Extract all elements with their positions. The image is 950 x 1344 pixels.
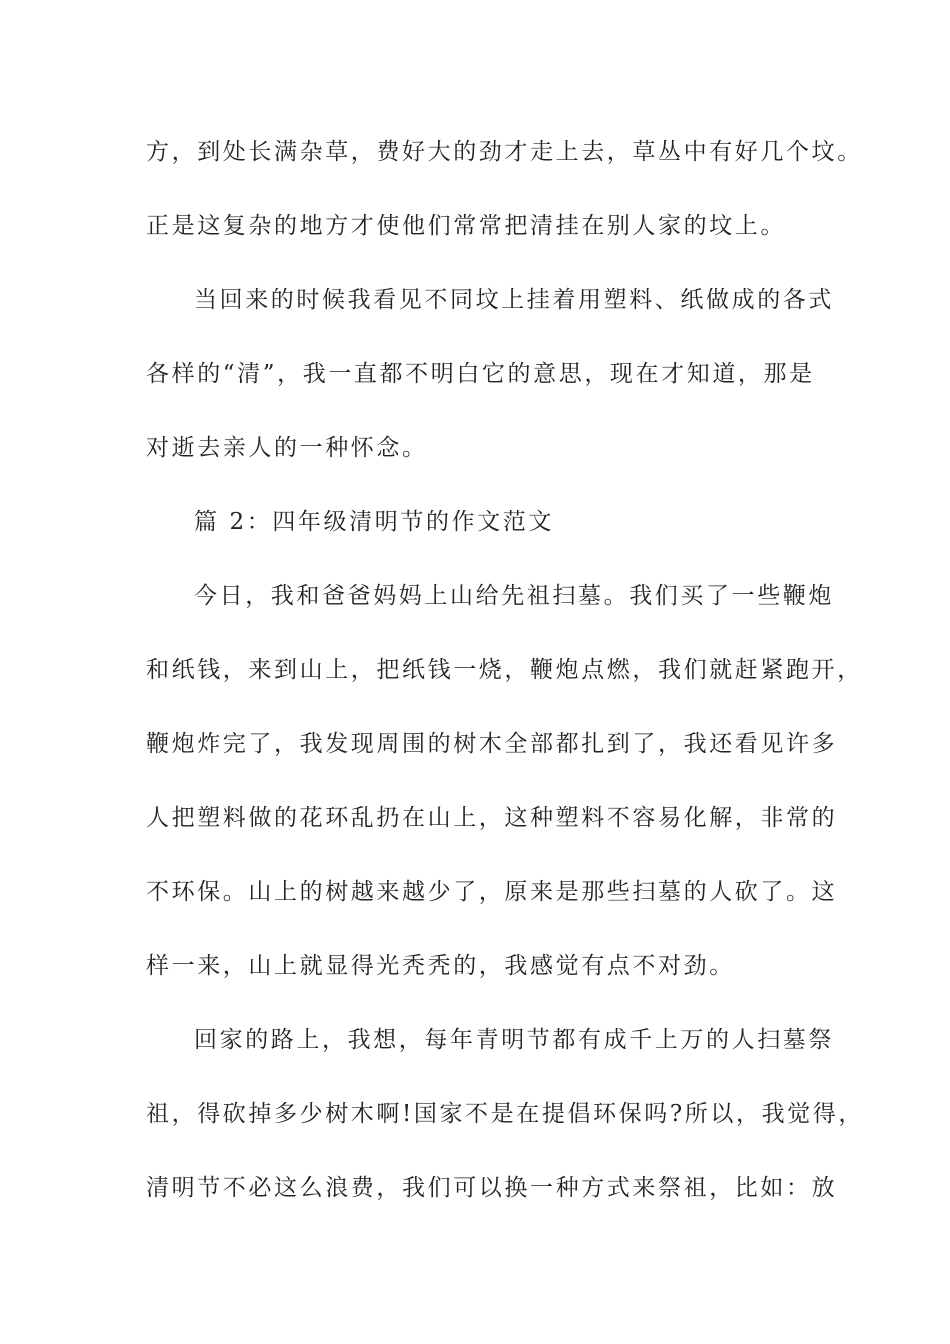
text-line: 正是这复杂的地方才使他们常常把清挂在别人家的坟上。 bbox=[146, 213, 786, 239]
text-line: 样一来，山上就显得光秃秃的，我感觉有点不对劲。 bbox=[146, 953, 735, 979]
text-line: 方，到处长满杂草，费好大的劲才走上去，草丛中有好几个坟。 bbox=[146, 139, 863, 165]
paragraph-start-line: 今日，我和爸爸妈妈上山给先祖扫墓。我们买了一些鞭炮 bbox=[194, 583, 834, 609]
text-line: 不环保。山上的树越来越少了，原来是那些扫墓的人砍了。这 bbox=[146, 879, 838, 905]
paragraph-start-line: 回家的路上，我想，每年青明节都有成千上万的人扫墓祭 bbox=[194, 1027, 834, 1053]
text-line: 人把塑料做的花环乱扔在山上，这种塑料不容易化解，非常的 bbox=[146, 805, 838, 831]
text-line: 祖，得砍掉多少树木啊!国家不是在提倡环保吗?所以，我觉得， bbox=[146, 1101, 864, 1127]
text-line: 对逝去亲人的一种怀念。 bbox=[146, 435, 428, 461]
text-line: 清明节不必这么浪费，我们可以换一种方式来祭祖，比如：放 bbox=[146, 1175, 838, 1201]
section-heading: 篇 2：四年级清明节的作文范文 bbox=[194, 509, 554, 535]
text-line: 鞭炮炸完了，我发现周围的树木全部都扎到了，我还看见许多 bbox=[146, 731, 838, 757]
text-line: 各样的“清”，我一直都不明白它的意思，现在才知道，那是 bbox=[146, 361, 815, 387]
paragraph-start-line: 当回来的时候我看见不同坟上挂着用塑料、纸做成的各式 bbox=[194, 287, 834, 313]
text-line: 和纸钱，来到山上，把纸钱一烧，鞭炮点燃，我们就赶紧跑开， bbox=[146, 657, 863, 683]
